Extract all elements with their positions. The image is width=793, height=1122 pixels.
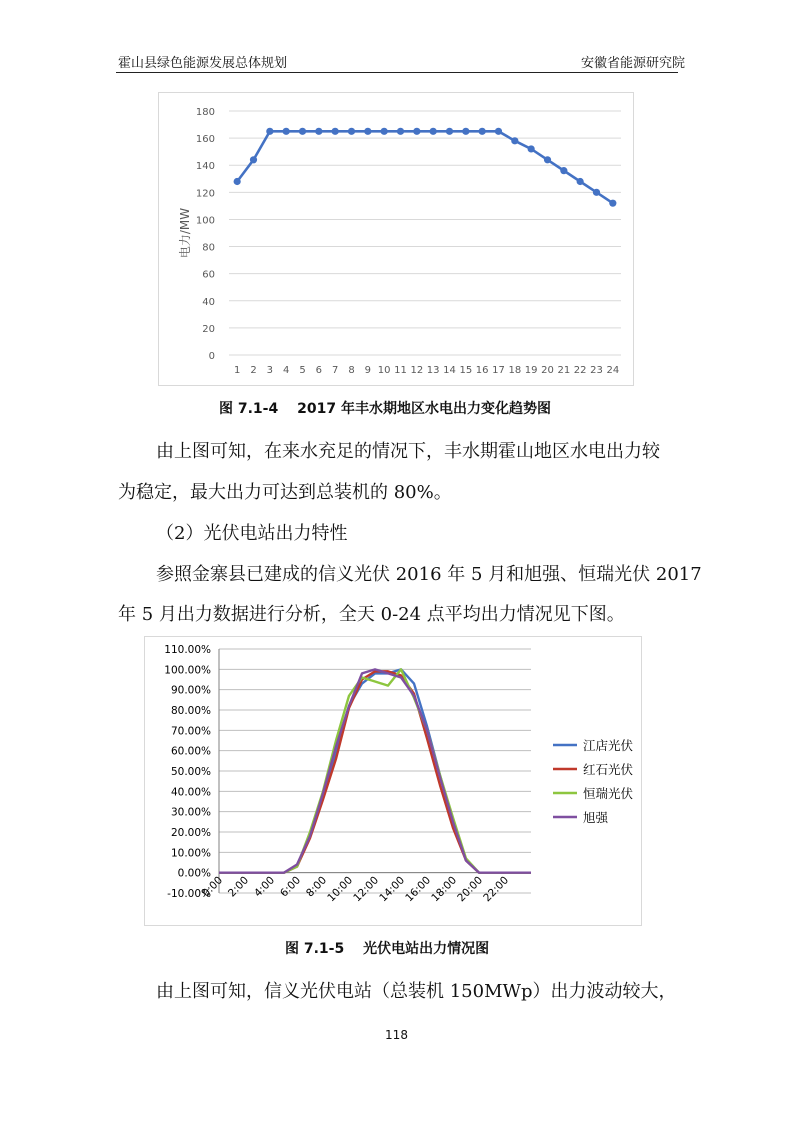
paragraph2-line1: 参照金寨县已建成的信义光伏 2016 年 5 月和旭强、恒瑞光伏 2017 xyxy=(156,564,702,585)
data-point xyxy=(234,178,241,185)
x-tick-label: 6 xyxy=(315,365,323,376)
x-tick-label: 21 xyxy=(557,365,571,376)
y-tick-label: 10.00% xyxy=(170,847,211,860)
x-tick-label: 8:00 xyxy=(303,874,330,900)
data-point xyxy=(332,128,339,135)
x-tick-label: 19 xyxy=(524,365,538,376)
y-tick-label: 140 xyxy=(195,161,215,173)
y-tick-label: 70.00% xyxy=(170,725,211,738)
x-tick-label: 10:00 xyxy=(325,874,356,905)
y-tick-label: 0.00% xyxy=(177,867,211,880)
legend-label: 江店光伏 xyxy=(583,738,634,753)
data-point xyxy=(266,128,273,135)
paragraph3-line1: 由上图可知，信义光伏电站（总装机 150MWp）出力波动较大， xyxy=(156,981,677,1002)
data-point xyxy=(560,167,567,174)
data-point xyxy=(479,128,486,135)
data-point xyxy=(364,128,371,135)
hydro-power-chart-svg xyxy=(159,93,633,385)
data-point xyxy=(593,189,600,196)
x-tick-label: 24 xyxy=(606,365,620,376)
x-tick-label: 8 xyxy=(348,365,355,376)
x-tick-label: 20:00 xyxy=(455,874,486,905)
y-tick-label: 20 xyxy=(202,323,215,335)
x-tick-label: 15 xyxy=(459,365,473,376)
y-tick-label: 110.00% xyxy=(164,644,211,656)
header-rule xyxy=(116,72,678,73)
data-point xyxy=(283,128,290,135)
series-line xyxy=(219,671,531,872)
data-point xyxy=(446,128,453,135)
x-tick-label: 16 xyxy=(475,365,489,376)
x-tick-label: 9 xyxy=(364,365,372,376)
x-tick-label: 13 xyxy=(426,365,440,376)
x-tick-label: 22 xyxy=(573,365,587,376)
x-tick-label: 2 xyxy=(250,365,257,376)
y-tick-label: 160 xyxy=(195,134,215,146)
y-tick-label: 60.00% xyxy=(170,745,211,758)
x-tick-label: 3 xyxy=(266,365,274,376)
y-tick-label: 180 xyxy=(195,107,215,118)
x-tick-label: 23 xyxy=(590,365,603,376)
x-tick-label: 5 xyxy=(299,365,306,376)
data-point xyxy=(299,128,306,135)
data-point xyxy=(528,145,535,152)
x-tick-label: 6:00 xyxy=(277,874,304,900)
y-tick-label: 40.00% xyxy=(170,786,211,799)
data-point xyxy=(495,128,502,135)
data-point xyxy=(430,128,437,135)
section-heading: （2）光伏电站出力特性 xyxy=(156,523,348,544)
y-tick-label: 30.00% xyxy=(170,806,211,819)
x-tick-label: 12:00 xyxy=(351,874,382,905)
data-point xyxy=(315,128,322,135)
y-tick-label: 0 xyxy=(208,351,215,362)
x-tick-label: 18 xyxy=(508,365,522,376)
x-tick-label: 7 xyxy=(331,365,339,376)
data-point xyxy=(348,128,355,135)
hydro-power-chart xyxy=(158,92,634,386)
legend-label: 旭强 xyxy=(583,810,609,825)
y-tick-label: 100.00% xyxy=(164,664,211,677)
y-tick-label: 80.00% xyxy=(170,705,211,717)
figure1-caption: 图 7.1-4 2017 年丰水期地区水电出力变化趋势图 xyxy=(219,401,551,417)
data-point xyxy=(413,128,420,135)
x-tick-label: 11 xyxy=(394,365,407,376)
pv-output-chart-svg xyxy=(145,637,641,925)
page-header-right: 安徽省能源研究院 xyxy=(580,56,685,71)
data-point xyxy=(609,200,616,207)
y-tick-label: 40 xyxy=(202,296,215,308)
x-tick-label: 10 xyxy=(377,365,391,376)
data-point xyxy=(577,178,584,185)
y-tick-label: 80 xyxy=(202,242,215,254)
x-tick-label: 1 xyxy=(233,365,241,376)
legend-label: 红石光伏 xyxy=(583,762,634,777)
y-axis-label: 电力/MW xyxy=(178,207,192,259)
y-tick-label: 90.00% xyxy=(170,684,211,697)
x-tick-label: 4 xyxy=(282,365,290,376)
x-tick-label: 4:00 xyxy=(251,874,278,900)
y-tick-label: 50.00% xyxy=(170,766,211,778)
paragraph2-line2: 年 5 月出力数据进行分析，全天 0-24 点平均出力情况见下图。 xyxy=(118,604,625,625)
x-tick-label: 22:00 xyxy=(481,874,512,905)
data-point xyxy=(381,128,388,135)
x-tick-label: 0:00 xyxy=(199,874,226,900)
y-tick-label: 20.00% xyxy=(170,827,211,839)
data-point xyxy=(250,156,257,163)
x-tick-label: 20 xyxy=(541,365,554,376)
x-tick-label: 12 xyxy=(410,365,424,376)
y-tick-label: 100 xyxy=(195,215,215,227)
y-tick-label: 120 xyxy=(195,188,215,200)
pv-output-chart xyxy=(144,636,642,926)
x-tick-label: 2:00 xyxy=(225,874,252,900)
data-point xyxy=(511,137,518,144)
data-point xyxy=(544,156,551,163)
page-number: 118 xyxy=(385,1028,408,1042)
y-tick-label: -10.00% xyxy=(167,888,211,900)
figure2-caption: 图 7.1-5 光伏电站出力情况图 xyxy=(285,941,490,957)
paragraph1-line1: 由上图可知，在来水充足的情况下，丰水期霍山地区水电出力较 xyxy=(156,441,660,462)
x-tick-label: 18:00 xyxy=(429,874,460,905)
data-point xyxy=(462,128,469,135)
data-point xyxy=(397,128,404,135)
y-tick-label: 60 xyxy=(202,269,215,281)
x-tick-label: 16:00 xyxy=(403,874,434,905)
x-tick-label: 17 xyxy=(492,365,505,376)
page-header-left: 霍山县绿色能源发展总体规划 xyxy=(118,56,288,71)
x-tick-label: 14:00 xyxy=(377,874,408,905)
legend-label: 恒瑞光伏 xyxy=(583,786,634,801)
x-tick-label: 14 xyxy=(443,365,456,376)
paragraph1-line2: 为稳定，最大出力可达到总装机的 80%。 xyxy=(118,482,452,503)
